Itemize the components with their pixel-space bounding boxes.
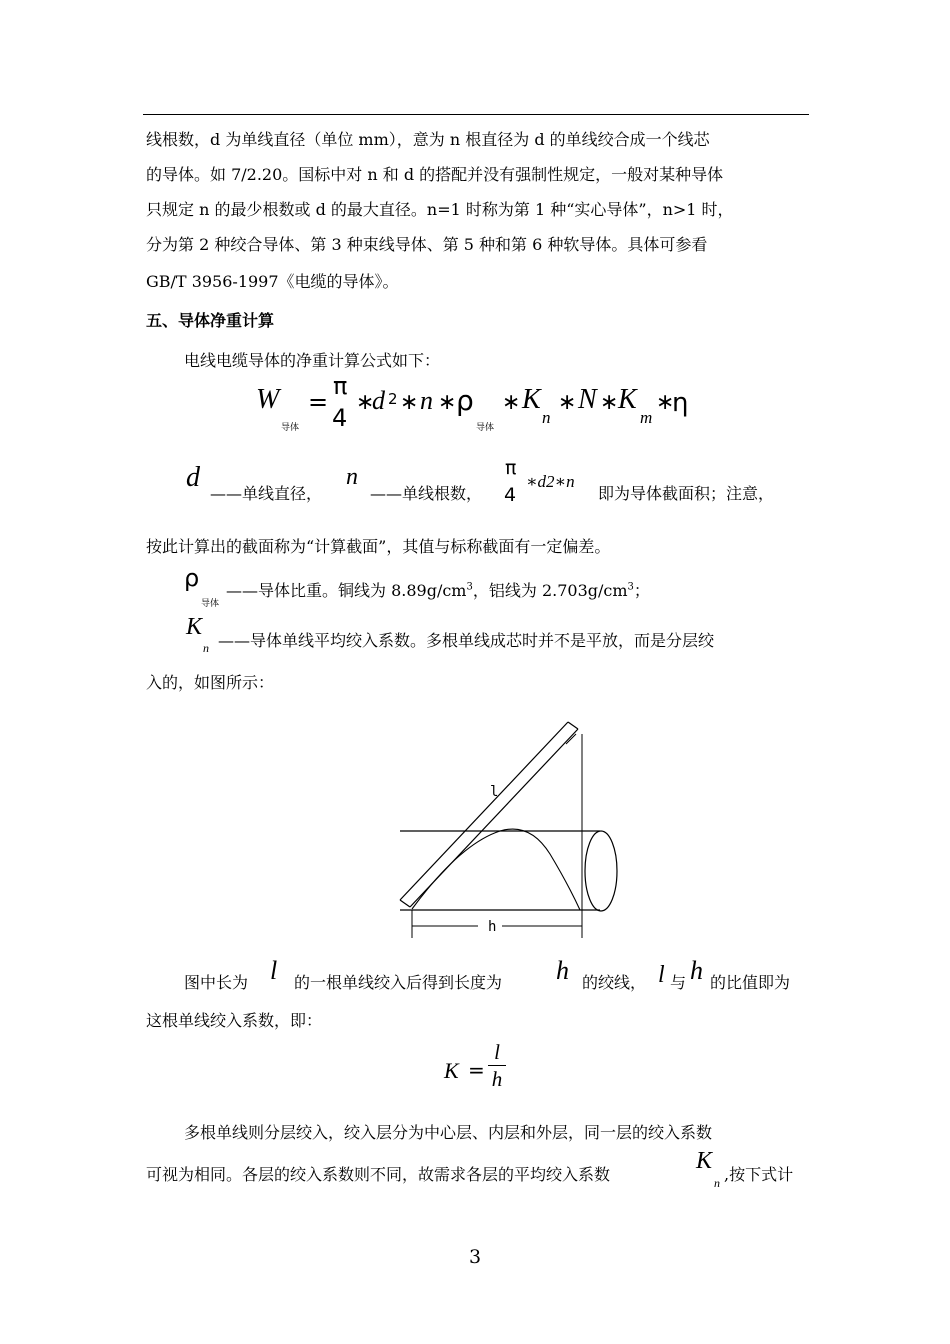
def-four: 4 <box>504 484 517 506</box>
section-heading: 五、导体净重计算 <box>146 311 275 330</box>
k-formula-eq: = <box>468 1058 485 1082</box>
def-d: d <box>186 462 200 493</box>
last-K: K <box>696 1148 713 1174</box>
kn-text: ——导体单线平均绞入系数。多根单线成芯时并不是平放，而是分层绞 <box>218 631 715 650</box>
paragraph-line: 只规定 n 的最少根数或 d 的最大直径。n=1 时称为第 1 种“实心导体”，n>1 时， <box>146 200 734 219</box>
k-formula-num: l <box>494 1040 500 1064</box>
twist-figure <box>390 704 630 944</box>
explain-h: h <box>556 956 569 985</box>
rho-text-a: ——导体比重。铜线为 8.89g/cm <box>226 581 467 600</box>
rho-text-c: ； <box>633 581 650 600</box>
formula-d: d <box>372 386 385 415</box>
page-number: 3 <box>468 1246 482 1268</box>
explain-e: 的比值即为 <box>710 973 791 992</box>
fraction-bar <box>488 1065 506 1066</box>
def-n: n <box>346 464 358 490</box>
formula-K: K <box>522 384 541 415</box>
formula-four: 4 <box>332 404 348 432</box>
rho-symbol: ρ <box>184 564 200 592</box>
formula-Km: K <box>618 384 637 415</box>
formula-star: ∗ <box>400 390 419 415</box>
def-d-text: ——单线直径， <box>210 484 323 503</box>
paragraph-last-line: 多根单线则分层绞入，绞入层分为中心层、内层和外层，同一层的绞入系数 <box>184 1123 713 1142</box>
explain-d: 与 <box>670 973 687 992</box>
figure-label-h: h <box>488 919 497 935</box>
explain-l2: l <box>658 962 665 988</box>
kn-line-2: 入的，如图所示： <box>146 673 275 692</box>
formula-eq: = <box>308 388 329 416</box>
formula-star: ∗ <box>600 390 619 415</box>
def-pi: π <box>505 457 517 479</box>
last-a: 可视为相同。各层的绞入系数则不同，故需求各层的平均绞入系数 <box>146 1165 611 1184</box>
paragraph-line: GB/T 3956-1997《电缆的导体》。 <box>146 272 399 291</box>
formula-star: ∗ <box>438 390 457 415</box>
explain-line-2: 这根单线绞入系数，即： <box>146 1011 323 1030</box>
formula-star: ∗ <box>656 390 675 415</box>
paragraph-line: 的导体。如 7/2.20。国标中对 n 和 d 的搭配并没有强制性规定，一般对某种导体 <box>146 165 724 184</box>
formula-star: ∗ <box>558 390 577 415</box>
rho-text-b: ，铝线为 2.703g/cm <box>472 581 628 600</box>
formula-n: n <box>420 386 433 415</box>
kn-K: K <box>186 614 203 640</box>
formula-rho: ρ <box>456 384 474 417</box>
formula-eta: η <box>672 388 689 418</box>
rho-sup: 3 <box>627 581 634 593</box>
formula-pi: π <box>333 372 348 400</box>
paragraph-line: 线根数，d 为单线直径（单位 mm），意为 n 根直径为 d 的单线绞合成一个线芯 <box>146 130 710 149</box>
rho-text <box>226 578 650 601</box>
k-formula-den: h <box>491 1067 503 1091</box>
formula-W: W <box>256 384 280 415</box>
formula-star: ∗ <box>356 390 375 415</box>
formula-N: N <box>578 384 597 415</box>
last-sub: n <box>714 1176 720 1190</box>
rho-sub: 导体 <box>201 599 220 609</box>
formula-W-sub: 导体 <box>281 423 300 433</box>
explain-a: 图中长为 <box>184 973 249 992</box>
formula-K-sub: n <box>542 408 551 427</box>
explain-c: 的绞线， <box>582 973 647 992</box>
k-formula-fraction <box>488 1040 506 1091</box>
explain-h2: h <box>690 956 703 985</box>
formula-star: ∗ <box>502 390 521 415</box>
paragraph-line: 分为第 2 种绞合导体、第 3 种束线导体、第 5 种和第 6 种软导体。具体可参看 <box>146 235 708 254</box>
figure-label-l: l <box>490 784 499 800</box>
k-formula-K: K <box>444 1058 459 1083</box>
header-rule <box>143 114 809 115</box>
def-expr: ∗d2∗n <box>526 472 575 491</box>
definition-line-2: 按此计算出的截面称为“计算截面”，其值与标称截面有一定偏差。 <box>146 537 611 556</box>
last-b: ,按下式计 <box>724 1165 794 1184</box>
explain-l: l <box>270 956 278 985</box>
kn-sub: n <box>203 641 209 655</box>
rho-sup: 3 <box>466 581 473 593</box>
def-n-text: ——单线根数， <box>370 484 483 503</box>
explain-b: 的一根单线绞入后得到长度为 <box>294 973 503 992</box>
formula-intro: 电线电缆导体的净重计算公式如下： <box>184 351 441 370</box>
def-tail: 即为导体截面积；注意， <box>598 484 775 503</box>
formula-Km-sub: m <box>640 408 653 427</box>
formula-sq: 2 <box>388 390 398 408</box>
formula-rho-sub: 导体 <box>476 423 495 433</box>
